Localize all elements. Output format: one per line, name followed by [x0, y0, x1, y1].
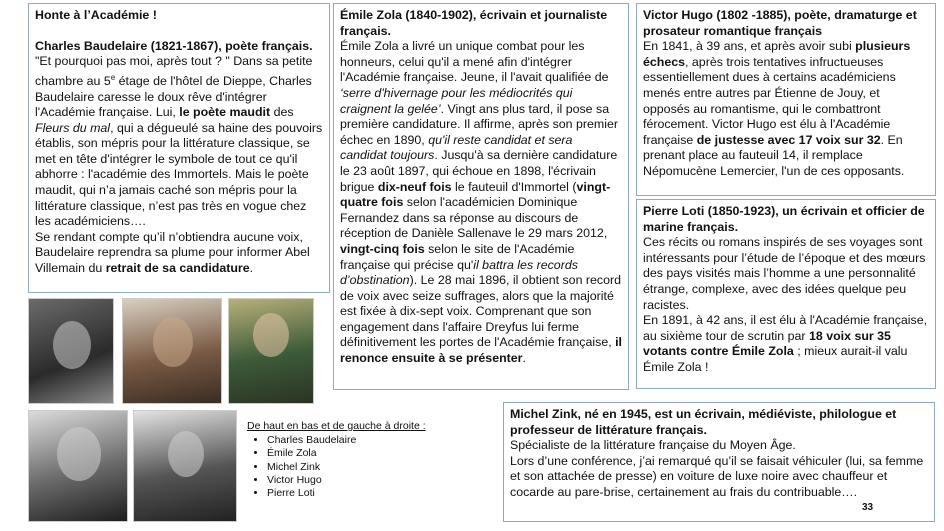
portrait-loti-photo: [133, 410, 237, 522]
loti-title: Pierre Loti (1850-1923), un écrivain et officier de marine français.: [643, 204, 925, 234]
loti-body-2: En 1891, à 42 ans, il est élu à l'Académie française, au sixième tour de scrutin par 18 voix sur 35 votants contre Émile Zola ; mieux aurait-il valu Émile Zola !: [643, 313, 928, 374]
zola-body: Émile Zola a livré un unique combat pour les honneurs, celui qu'il a mené afin d'intégrer l'Académie française. Jeune, il l'avait qualifiée de ‘serre d'hivernage pour les médiocrités qui craignent la gelée’. Vingt ans plus tard, il pose sa première candidature. Il affirme, après son premier échec en 1890, qu'il reste candidat et sera candidat toujours. Jusqu'à sa dernière candidature le 23 août 1897, qui échoue en 1898, l'écrivain brigue dix-neuf fois le fauteuil d'Immortel (vingt-quatre fois selon l'académicien Dominique Fernandez dans sa réponse au discours de réception de Danièle Sallenave le 29 mars 2012, vingt-cinq fois selon le site de l'Académie française qui précise qu'il battra les records d’obstination). Le 28 mai 1896, il obtient son record de voix avec seize suffrages, alors que la majorité est fixée à dix-sept voix. Comprenant que son engagement dans l'affaire Dreyfus lui ferme définitivement les portes de l'Académie française, il renonce ensuite à se présenter.: [340, 39, 622, 366]
photo-caption: [247, 420, 487, 500]
portrait-zink-photo: [228, 298, 314, 404]
hugo-textbox: [636, 3, 936, 196]
loti-textbox: [636, 199, 936, 389]
zola-title: Émile Zola (1840-1902), écrivain et journaliste français.: [340, 8, 608, 38]
zink-body-2: Lors d’une conférence, j’ai remarqué qu’il se faisait véhiculer (lui, sa femme et son attachée de presse) en voiture de luxe noire avec chauffeur et cocarde au pare-brise, certainement au frais du contribuable….: [510, 453, 924, 499]
hugo-title: Victor Hugo (1802 -1885), poète, dramaturge et prosateur romantique français: [643, 8, 917, 38]
baudelaire-textbox: [28, 3, 330, 293]
caption-list: [247, 434, 487, 500]
portrait-zola-photo: [122, 298, 222, 404]
baudelaire-body-2: Se rendant compte qu’il n’obtiendra aucune voix, Baudelaire reprendra sa plume pour informer Abel Villemain du retrait de sa candidature.: [35, 229, 310, 276]
caption-title: De haut en bas et de gauche à droite :: [247, 420, 426, 432]
caption-item: • Victor Hugo: [267, 474, 487, 487]
loti-body-1: Ces récits ou romans inspirés de ses voyages sont intéressants pour l’étude de l’époque et des mœurs des pays visités mais l’homme a une personnalité étrange, complexe, avec des idées quelque peu racistes.: [643, 235, 926, 312]
hugo-body: En 1841, à 39 ans, et après avoir subi plusieurs échecs, après trois tentatives infructueuses essentiellement dues à certains académiciens menés entre autres par Étienne de Jouy, et opposés au romantisme, qui le combattront férocement. Victor Hugo est élu à l'Académie française de justesse avec 17 voix sur 32. En prenant place au fauteuil 14, il remplace Népomucène Lemercier, l'un de ces opposants.: [643, 39, 911, 178]
baudelaire-body: "Et pourquoi pas moi, après tout ? " Dans sa petite chambre au 5e étage de l'hôtel de Dieppe, Charles Baudelaire caresse le doux rêve d'intégrer l'Académie française. Lui, le poète maudit des Fleurs du mal, qui a dégueulé sa haine des pouvoirs établis, son mépris pour la littérature classique, se met en tête d'intégrer le symbole de tout ce qu'il abhorre : l'académie des Immortels. Mais le poète maudit, qui n’a jamais caché son mépris pour la littérature classique, n’est pas très en vogue chez les académiciens….: [35, 54, 323, 229]
caption-item: • Émile Zola: [267, 447, 487, 460]
zink-title: Michel Zink, né en 1945, est un écrivain, médiéviste, philologue et professeur de littérature français.: [510, 407, 897, 437]
portrait-baudelaire-photo: [28, 298, 114, 404]
page-heading: Honte à l’Académie !: [35, 8, 157, 22]
portrait-hugo-photo: [28, 410, 128, 522]
zola-textbox: [333, 3, 629, 390]
baudelaire-title: Charles Baudelaire (1821-1867), poète français.: [35, 38, 313, 53]
caption-item: • Charles Baudelaire: [267, 434, 487, 447]
page-number: 33: [862, 502, 874, 513]
caption-item: • Pierre Loti: [267, 487, 487, 500]
zink-body-1: Spécialiste de la littérature française du Moyen Âge.: [510, 438, 796, 453]
caption-item: • Michel Zink: [267, 461, 487, 474]
